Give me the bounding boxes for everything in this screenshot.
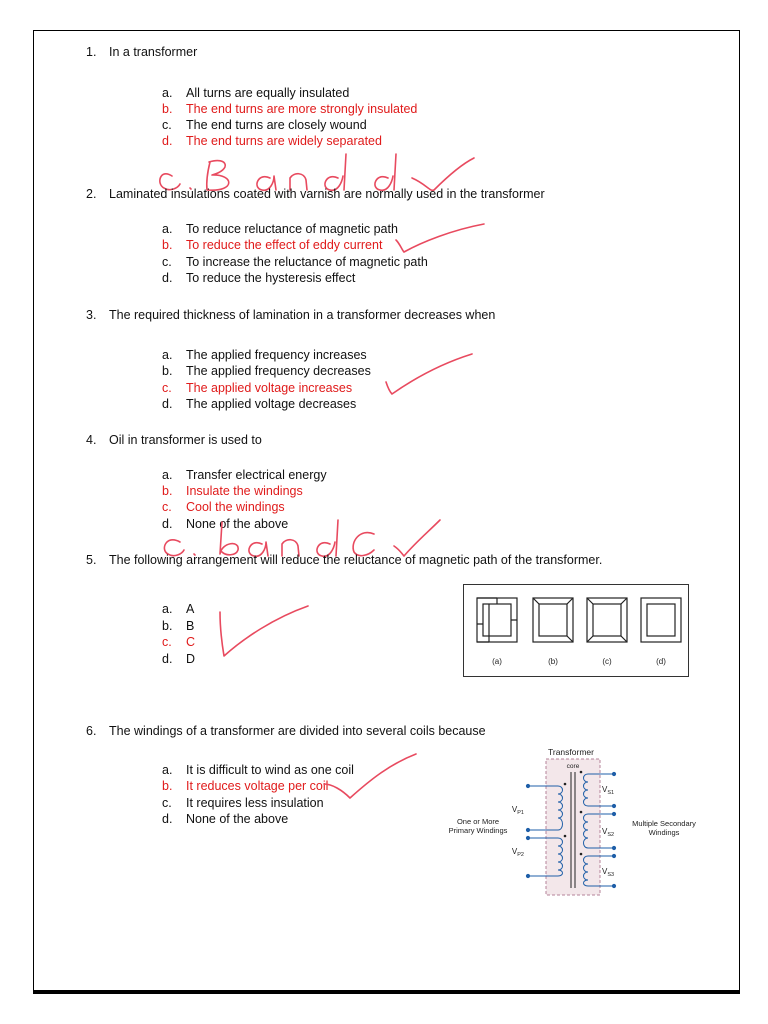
vp2-label: $V_{P2}$: [511, 847, 524, 858]
vs3-label: $V_{S3}$: [602, 867, 615, 878]
question-2-option-b: [162, 237, 382, 253]
option-text: None of the above: [186, 517, 289, 531]
question-text: The required thickness of lamination in a transformer decreases when: [109, 308, 496, 322]
option-text: All turns are equally insulated: [186, 86, 350, 100]
option-letter: d.: [162, 652, 173, 666]
question-number: 1.: [86, 45, 97, 59]
primary-label-line2: Primary Windings: [448, 826, 508, 835]
core-lamination-diagram: [463, 584, 689, 677]
option-text: None of the above: [186, 812, 289, 826]
option-text: The applied voltage decreases: [186, 397, 357, 411]
question-number: 4.: [86, 433, 97, 447]
question-text: The following arrangement will reduce the reluctance of magnetic path of the transformer.: [109, 553, 603, 567]
question-2: [86, 187, 545, 201]
core-label-d: (d): [656, 657, 666, 666]
option-letter: b.: [162, 102, 173, 116]
question-4-option-a: [162, 467, 327, 483]
question-6-option-a: [162, 762, 354, 778]
option-letter: d.: [162, 812, 173, 826]
question-3-option-b: [162, 363, 371, 379]
question-text: The windings of a transformer are divided into several coils because: [109, 724, 486, 738]
core-label-b: (b): [548, 657, 558, 666]
question-6: [86, 724, 486, 738]
question-1-option-c: [162, 117, 367, 133]
question-text: Oil in transformer is used to: [109, 433, 262, 447]
option-text: To reduce the effect of eddy current: [186, 238, 383, 252]
question-1-option-b: [162, 101, 417, 117]
question-2-option-d: [162, 270, 355, 286]
option-text: C: [186, 635, 196, 649]
option-text: It reduces voltage per coil: [186, 779, 329, 793]
question-6-option-b: [162, 778, 328, 794]
secondary-label-line1: Multiple Secondary: [632, 819, 696, 828]
option-letter: a.: [162, 222, 173, 236]
question-1-option-d: [162, 133, 382, 149]
question-number: 2.: [86, 187, 97, 201]
option-text: It requires less insulation: [186, 796, 324, 810]
primary-label-line1: One or More: [456, 817, 500, 826]
option-text: It is difficult to wind as one coil: [186, 763, 354, 777]
question-number: 3.: [86, 308, 97, 322]
secondary-label-line2: Windings: [648, 828, 680, 837]
option-letter: d.: [162, 397, 173, 411]
option-letter: d.: [162, 271, 173, 285]
question-3: [86, 308, 495, 322]
question-5-option-a: [162, 601, 194, 617]
option-letter: d.: [162, 517, 173, 531]
question-2-option-a: [162, 221, 398, 237]
option-letter: b.: [162, 484, 173, 498]
page-bottom-rule: [33, 990, 740, 994]
vs2-label: $V_{S2}$: [602, 827, 615, 838]
option-letter: c.: [162, 500, 172, 514]
question-2-option-c: [162, 254, 428, 270]
core-label: core: [566, 763, 580, 770]
option-letter: a.: [162, 86, 173, 100]
option-letter: a.: [162, 602, 173, 616]
question-number: 5.: [86, 553, 97, 567]
question-3-option-c: [162, 380, 352, 396]
transformer-box: [546, 759, 600, 895]
transformer-diagram: [440, 744, 720, 898]
question-6-option-d: [162, 811, 288, 827]
option-letter: c.: [162, 381, 172, 395]
option-text: To reduce reluctance of magnetic path: [186, 222, 398, 236]
question-4-option-c: [162, 499, 285, 515]
option-text: The end turns are widely separated: [186, 134, 382, 148]
question-5-option-d: [162, 651, 195, 667]
option-text: B: [186, 619, 195, 633]
option-letter: a.: [162, 348, 173, 362]
question-4-option-d: [162, 516, 288, 532]
question-5-option-b: [162, 618, 194, 634]
option-text: D: [186, 652, 196, 666]
option-text: The end turns are more strongly insulated: [186, 102, 418, 116]
option-text: To increase the reluctance of magnetic path: [186, 255, 428, 269]
option-letter: b.: [162, 779, 173, 793]
option-letter: b.: [162, 364, 173, 378]
question-text: In a transformer: [109, 45, 198, 59]
option-text: The applied voltage increases: [186, 381, 353, 395]
option-letter: c.: [162, 635, 172, 649]
question-3-option-d: [162, 396, 356, 412]
question-1: [86, 45, 197, 59]
transformer-title: Transformer: [548, 747, 594, 757]
vs1-label: $V_{S1}$: [602, 785, 615, 796]
question-4-option-b: [162, 483, 303, 499]
option-letter: d.: [162, 134, 173, 148]
question-text: Laminated insulations coated with varnish are normally used in the transformer: [109, 187, 545, 201]
option-letter: c.: [162, 255, 172, 269]
option-letter: c.: [162, 118, 172, 132]
option-text: The applied frequency increases: [186, 348, 367, 362]
option-text: A: [186, 602, 195, 616]
option-letter: a.: [162, 468, 173, 482]
question-6-option-c: [162, 795, 324, 811]
option-text: To reduce the hysteresis effect: [186, 271, 356, 285]
question-number: 6.: [86, 724, 97, 738]
question-3-option-a: [162, 347, 367, 363]
option-text: Transfer electrical energy: [186, 468, 327, 482]
option-letter: c.: [162, 796, 172, 810]
question-5: [86, 553, 602, 567]
core-label-a: (a): [492, 657, 502, 666]
option-text: The end turns are closely wound: [186, 118, 367, 132]
option-letter: b.: [162, 619, 173, 633]
option-text: The applied frequency decreases: [186, 364, 371, 378]
option-letter: b.: [162, 238, 173, 252]
core-label-c: (c): [602, 657, 612, 666]
question-5-option-c: [162, 634, 195, 650]
option-text: Cool the windings: [186, 500, 285, 514]
question-4: [86, 433, 262, 447]
question-1-option-a: [162, 85, 349, 101]
option-text: Insulate the windings: [186, 484, 303, 498]
vp1-label: $V_{P1}$: [511, 805, 524, 816]
option-letter: a.: [162, 763, 173, 777]
